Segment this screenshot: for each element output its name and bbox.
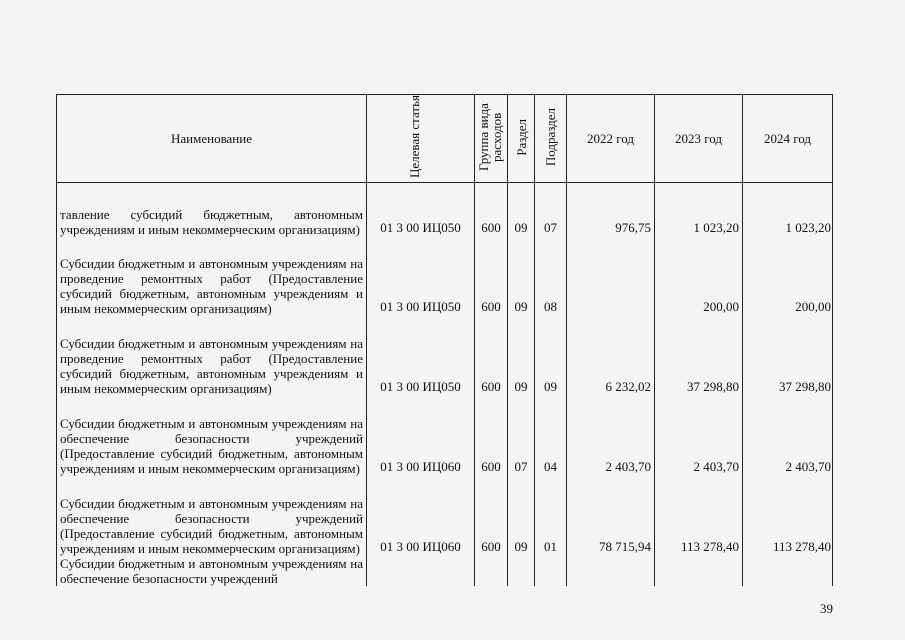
row-2023: 1 023,20 bbox=[655, 183, 743, 237]
budget-table bbox=[56, 94, 833, 586]
row-2023: 2 403,70 bbox=[655, 396, 743, 476]
row-name: Субсидии бюджетным и автономным учреждениям на обеспечение безопасности учреждений (Предоставление субсидий бюджетным, автономным учреждениям и иным некоммерческим организациям) bbox=[57, 396, 367, 476]
header-subsection: Подраздел bbox=[535, 95, 567, 183]
row-name: тавление субсидий бюджетным, автономным учреждениям и иным некоммерческим организациям) bbox=[57, 183, 367, 237]
row-2022: 976,75 bbox=[567, 183, 655, 237]
row-2024: 37 298,80 bbox=[743, 316, 833, 396]
row-article: 01 3 00 ИЦ050 bbox=[367, 316, 475, 396]
header-expense-group: Группа вида расходов bbox=[475, 95, 508, 183]
row-subsection: 08 bbox=[535, 237, 567, 316]
row-group: 600 bbox=[475, 237, 508, 316]
row-section: 09 bbox=[508, 316, 535, 396]
empty-cell bbox=[508, 556, 535, 586]
row-section: 09 bbox=[508, 183, 535, 237]
empty-cell bbox=[367, 556, 475, 586]
header-name: Наименование bbox=[57, 95, 367, 183]
row-2022: 78 715,94 bbox=[567, 476, 655, 556]
row-2023: 37 298,80 bbox=[655, 316, 743, 396]
row-section: 07 bbox=[508, 396, 535, 476]
header-2022: 2022 год bbox=[567, 95, 655, 183]
table-row-continued bbox=[57, 556, 833, 586]
row-2023: 200,00 bbox=[655, 237, 743, 316]
row-2024: 2 403,70 bbox=[743, 396, 833, 476]
row-subsection: 04 bbox=[535, 396, 567, 476]
header-2023: 2023 год bbox=[655, 95, 743, 183]
row-group: 600 bbox=[475, 316, 508, 396]
row-2024: 1 023,20 bbox=[743, 183, 833, 237]
row-subsection: 07 bbox=[535, 183, 567, 237]
row-2022: 2 403,70 bbox=[567, 396, 655, 476]
row-article: 01 3 00 ИЦ050 bbox=[367, 237, 475, 316]
empty-cell bbox=[475, 556, 508, 586]
row-section: 09 bbox=[508, 476, 535, 556]
row-subsection: 01 bbox=[535, 476, 567, 556]
header-row bbox=[57, 95, 833, 183]
row-name: Субсидии бюджетным и автономным учреждениям на обеспечение безопасности учреждений bbox=[57, 556, 367, 586]
row-2022: 6 232,02 bbox=[567, 316, 655, 396]
row-article: 01 3 00 ИЦ060 bbox=[367, 396, 475, 476]
header-target-article: Целевая статья bbox=[367, 95, 475, 183]
row-name: Субсидии бюджетным и автономным учреждениям на проведение ремонтных работ (Предоставление субсидий бюджетным, автономным учреждениям и иным некоммерческим организациям) bbox=[57, 316, 367, 396]
row-2022 bbox=[567, 237, 655, 316]
header-2024: 2024 год bbox=[743, 95, 833, 183]
row-2024: 200,00 bbox=[743, 237, 833, 316]
table-row bbox=[57, 316, 833, 396]
row-section: 09 bbox=[508, 237, 535, 316]
table-row bbox=[57, 396, 833, 476]
row-name: Субсидии бюджетным и автономным учреждениям на проведение ремонтных работ (Предоставление субсидий бюджетным, автономным учреждениям и иным некоммерческим организациям) bbox=[57, 237, 367, 316]
empty-cell bbox=[567, 556, 655, 586]
empty-cell bbox=[535, 556, 567, 586]
row-2024: 113 278,40 bbox=[743, 476, 833, 556]
row-group: 600 bbox=[475, 476, 508, 556]
row-2023: 113 278,40 bbox=[655, 476, 743, 556]
empty-cell bbox=[655, 556, 743, 586]
table-row bbox=[57, 476, 833, 556]
row-article: 01 3 00 ИЦ050 bbox=[367, 183, 475, 237]
empty-cell bbox=[743, 556, 833, 586]
row-subsection: 09 bbox=[535, 316, 567, 396]
row-group: 600 bbox=[475, 396, 508, 476]
row-name: Субсидии бюджетным и автономным учреждениям на обеспечение безопасности учреждений (Предоставление субсидий бюджетным, автономным учреждениям и иным некоммерческим организациям) bbox=[57, 476, 367, 556]
header-section: Раздел bbox=[508, 95, 535, 183]
row-group: 600 bbox=[475, 183, 508, 237]
table-row bbox=[57, 237, 833, 316]
table-row bbox=[57, 183, 833, 237]
row-article: 01 3 00 ИЦ060 bbox=[367, 476, 475, 556]
page-number: 39 bbox=[820, 601, 833, 616]
